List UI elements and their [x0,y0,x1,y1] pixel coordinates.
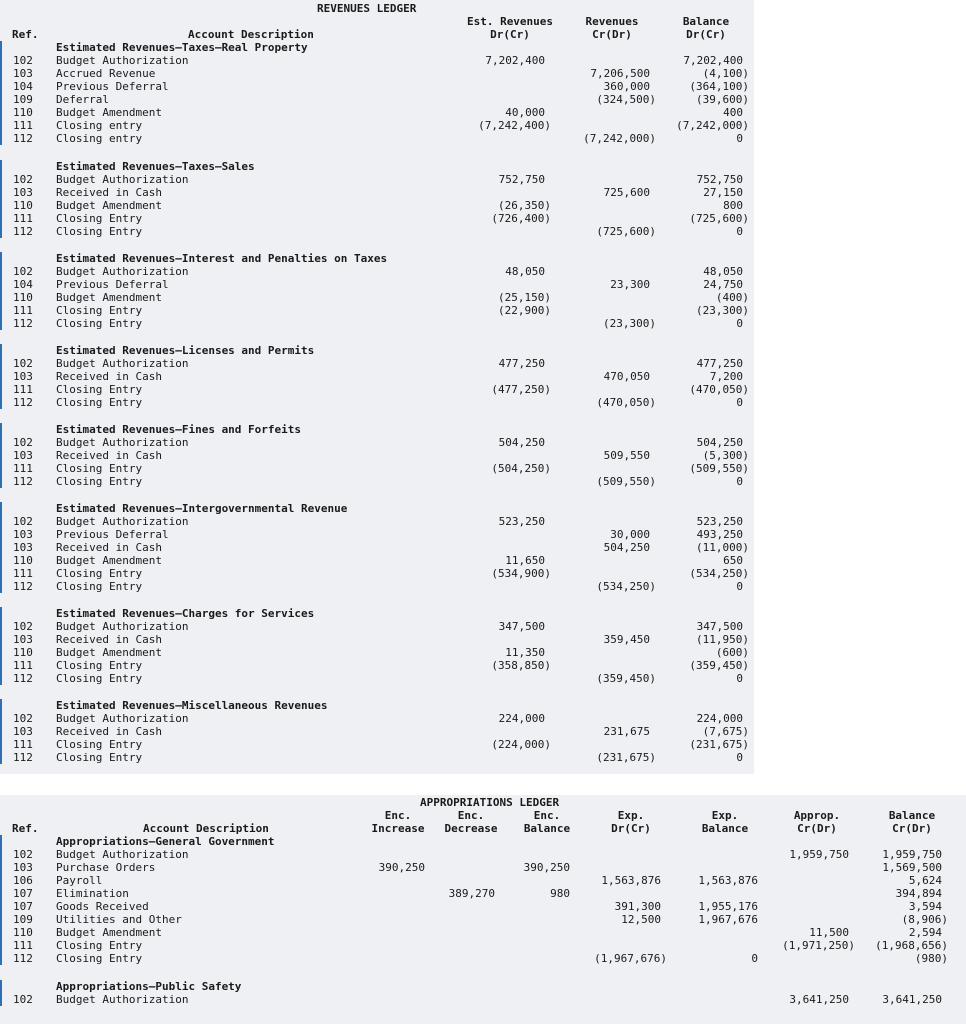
header-ref: Ref. [12,822,39,835]
row-balance: 0 [736,672,743,685]
row-ref: 103 [13,633,33,646]
row-est-revenues: 523,250 [498,515,545,528]
row-description: Received in Cash [56,449,162,462]
row-est-revenues: 7,202,400 [485,54,545,67]
row-bal: (8,906) [901,913,948,926]
row-revenues: (7,242,000) [583,132,656,145]
row-description: Received in Cash [56,186,162,199]
row-approp: 3,641,250 [789,993,849,1006]
row-revenues: (509,550) [596,475,656,488]
row-est-revenues: 224,000 [498,712,545,725]
row-description: Previous Deferral [56,278,169,291]
row-exp: 12,500 [621,913,661,926]
row-bal: (1,968,656) [875,939,948,952]
row-description: Accrued Revenue [56,67,156,80]
row-revenues: 359,450 [603,633,650,646]
row-balance: 27,150 [703,186,743,199]
row-description: Closing Entry [56,567,143,580]
row-balance: (4,100) [702,67,749,80]
row-description: Received in Cash [56,725,162,738]
row-est-revenues: (224,000) [491,738,551,751]
revenues-ledger-title: REVENUES LEDGER [317,2,417,15]
header-est-revenues: Est. Revenues [466,15,554,28]
row-balance: 347,500 [696,620,743,633]
row-description: Budget Authorization [56,620,189,633]
row-balance: (470,050) [689,383,749,396]
row-est-revenues: 752,750 [498,173,545,186]
row-description: Budget Amendment [56,199,162,212]
row-description: Closing Entry [56,396,143,409]
row-ref: 112 [13,225,33,238]
header-enc-increase: Enc. [384,809,412,822]
row-ref: 111 [13,738,33,751]
header-account-description: Account Description [188,28,314,41]
row-est-revenues: (477,250) [491,383,551,396]
row-ref: 104 [13,80,33,93]
row-revenues: 725,600 [603,186,650,199]
header-revenues: Revenues [585,15,639,28]
header-approp-sub: Cr(Dr) [797,822,837,835]
row-encbal: 980 [550,887,570,900]
row-est-revenues: 504,250 [498,436,545,449]
row-marker-bar [0,344,2,409]
row-ref: 112 [13,475,33,488]
row-balance: 7,200 [709,370,743,383]
row-est-revenues: (7,242,400) [478,119,551,132]
row-balance: 650 [723,554,743,567]
row-bal: 394,894 [895,887,942,900]
row-bal: 1,569,500 [882,861,942,874]
row-ref: 110 [13,646,33,659]
row-ref: 102 [13,712,33,725]
row-description: Closing Entry [56,580,143,593]
row-revenues: (534,250) [596,580,656,593]
row-balance: (509,550) [689,462,749,475]
row-description: Closing Entry [56,751,143,764]
row-est-revenues: 48,050 [505,265,545,278]
row-marker-bar [0,423,2,488]
row-balance: 0 [736,132,743,145]
row-exp: (1,967,676) [594,952,667,965]
row-ref: 107 [13,887,33,900]
row-revenues: (231,675) [596,751,656,764]
row-est-revenues: 11,350 [505,646,545,659]
section-title: Appropriations—Public Safety [56,980,242,993]
row-ref: 111 [13,304,33,317]
appropriations-ledger-title: APPROPRIATIONS LEDGER [420,796,560,809]
row-balance: 493,250 [696,528,743,541]
row-balance: 224,000 [696,712,743,725]
row-est-revenues: 11,650 [505,554,545,567]
row-expbal: 1,563,876 [698,874,758,887]
section-title: Estimated Revenues—Fines and Forfeits [56,423,302,436]
row-balance: 0 [736,317,743,330]
header-balance-sub: Cr(Dr) [892,822,932,835]
row-description: Previous Deferral [56,80,169,93]
row-ref: 103 [13,67,33,80]
row-revenues: (324,500) [596,93,656,106]
section-title: Estimated Revenues—Charges for Services [56,607,315,620]
row-revenues: 360,000 [603,80,650,93]
row-description: Budget Authorization [56,265,189,278]
row-description: Budget Amendment [56,291,162,304]
row-balance: (364,100) [689,80,749,93]
row-revenues: 509,550 [603,449,650,462]
appropriations-ledger [0,795,966,1024]
row-description: Budget Amendment [56,926,162,939]
header-enc-balance-sub: Balance [523,822,571,835]
row-ref: 110 [13,291,33,304]
row-revenues: 470,050 [603,370,650,383]
row-balance: (534,250) [689,567,749,580]
row-revenues: 231,675 [603,725,650,738]
row-encbal: 390,250 [523,861,570,874]
row-balance: 48,050 [703,265,743,278]
row-revenues: 504,250 [603,541,650,554]
row-balance: (11,950) [696,633,749,646]
row-ref: 109 [13,93,33,106]
row-ref: 110 [13,926,33,939]
row-description: Received in Cash [56,541,162,554]
row-description: Budget Authorization [56,54,189,67]
row-marker-bar [0,502,2,593]
row-ref: 110 [13,106,33,119]
row-ref: 103 [13,370,33,383]
row-bal: 2,594 [908,926,942,939]
row-est-revenues: 477,250 [498,357,545,370]
row-ref: 102 [13,515,33,528]
section-title: Estimated Revenues—Licenses and Permits [56,344,315,357]
row-description: Purchase Orders [56,861,156,874]
row-ref: 103 [13,541,33,554]
row-est-revenues: (25,150) [498,291,551,304]
row-ref: 104 [13,278,33,291]
row-dec: 389,270 [448,887,495,900]
header-enc-balance: Enc. [533,809,561,822]
row-revenues: (470,050) [596,396,656,409]
row-balance: 477,250 [696,357,743,370]
row-balance: (7,242,000) [676,119,749,132]
row-description: Closing Entry [56,738,143,751]
row-expbal: 0 [751,952,758,965]
row-bal: 3,641,250 [882,993,942,1006]
header-revenues-sub: Cr(Dr) [592,28,632,41]
row-description: Previous Deferral [56,528,169,541]
row-balance: (725,600) [689,212,749,225]
row-description: Closing Entry [56,939,143,952]
row-description: Closing Entry [56,475,143,488]
row-description: Budget Authorization [56,993,189,1006]
row-description: Payroll [56,874,103,887]
row-description: Closing Entry [56,672,143,685]
row-ref: 112 [13,580,33,593]
section-title: Estimated Revenues—Interest and Penalties on Taxes [56,252,388,265]
row-description: Closing entry [56,132,143,145]
row-balance: (11,000) [696,541,749,554]
header-exp-dr-cr: Exp. [617,809,645,822]
row-marker-bar [0,980,2,1006]
row-ref: 103 [13,449,33,462]
section-title: Estimated Revenues—Taxes—Real Property [56,41,308,54]
row-marker-bar [0,41,2,145]
row-ref: 107 [13,900,33,913]
header-ref: Ref. [12,28,39,41]
row-description: Budget Authorization [56,357,189,370]
row-description: Received in Cash [56,633,162,646]
row-approp: 11,500 [809,926,849,939]
row-bal: 5,624 [908,874,942,887]
row-description: Budget Amendment [56,554,162,567]
row-ref: 103 [13,861,33,874]
row-est-revenues: (534,900) [491,567,551,580]
row-balance: (7,675) [702,725,749,738]
row-balance: 800 [723,199,743,212]
row-inc: 390,250 [378,861,425,874]
header-exp-balance-sub: Balance [701,822,749,835]
row-description: Elimination [56,887,129,900]
row-revenues: (359,450) [596,672,656,685]
header-enc-decrease: Enc. [457,809,485,822]
row-balance: 0 [736,396,743,409]
row-ref: 111 [13,383,33,396]
row-description: Closing Entry [56,212,143,225]
row-ref: 112 [13,396,33,409]
row-est-revenues: (22,900) [498,304,551,317]
row-balance: 7,202,400 [683,54,743,67]
row-ref: 103 [13,528,33,541]
row-ref: 103 [13,186,33,199]
row-ref: 111 [13,659,33,672]
row-ref: 103 [13,725,33,738]
row-ref: 111 [13,567,33,580]
row-ref: 112 [13,751,33,764]
row-description: Closing Entry [56,317,143,330]
row-marker-bar [0,160,2,238]
row-ref: 106 [13,874,33,887]
row-description: Closing Entry [56,462,143,475]
row-est-revenues: (358,850) [491,659,551,672]
row-ref: 109 [13,913,33,926]
row-bal: 1,959,750 [882,848,942,861]
row-balance: (5,300) [702,449,749,462]
row-description: Closing Entry [56,225,143,238]
row-description: Budget Authorization [56,712,189,725]
section-title: Appropriations—General Government [56,835,275,848]
row-description: Received in Cash [56,370,162,383]
header-exp-balance: Exp. [711,809,739,822]
header-balance: Balance [888,809,936,822]
header-balance: Balance [682,15,730,28]
row-balance: 504,250 [696,436,743,449]
row-description: Closing entry [56,119,143,132]
row-ref: 111 [13,939,33,952]
row-description: Closing Entry [56,383,143,396]
row-revenues: (725,600) [596,225,656,238]
row-description: Budget Amendment [56,646,162,659]
header-enc-increase-sub: Increase [371,822,425,835]
row-marker-bar [0,607,2,685]
row-balance: (359,450) [689,659,749,672]
row-description: Goods Received [56,900,149,913]
row-expbal: 1,967,676 [698,913,758,926]
row-ref: 110 [13,554,33,567]
row-marker-bar [0,835,2,965]
row-description: Closing Entry [56,304,143,317]
row-balance: (600) [715,646,749,659]
row-marker-bar [0,252,2,330]
row-description: Utilities and Other [56,913,182,926]
row-description: Budget Authorization [56,173,189,186]
row-ref: 110 [13,199,33,212]
row-revenues: 30,000 [610,528,650,541]
row-ref: 111 [13,212,33,225]
row-est-revenues: 347,500 [498,620,545,633]
section-title: Estimated Revenues—Miscellaneous Revenues [56,699,328,712]
row-marker-bar [0,699,2,764]
row-ref: 112 [13,672,33,685]
row-ref: 102 [13,173,33,186]
section-title: Estimated Revenues—Intergovernmental Revenue [56,502,348,515]
row-balance: 752,750 [696,173,743,186]
row-balance: 0 [736,225,743,238]
row-balance: 400 [723,106,743,119]
row-description: Budget Authorization [56,436,189,449]
row-description: Closing Entry [56,659,143,672]
row-bal: 3,594 [908,900,942,913]
header-account-description: Account Description [143,822,269,835]
row-description: Deferral [56,93,109,106]
row-revenues: 7,206,500 [590,67,650,80]
row-ref: 111 [13,462,33,475]
row-description: Budget Authorization [56,848,189,861]
row-balance: (231,675) [689,738,749,751]
row-ref: 111 [13,119,33,132]
row-balance: (39,600) [696,93,749,106]
row-est-revenues: 40,000 [505,106,545,119]
row-exp: 391,300 [614,900,661,913]
row-ref: 102 [13,54,33,67]
row-ref: 112 [13,317,33,330]
header-est-revenues-sub: Dr(Cr) [490,28,530,41]
row-ref: 102 [13,620,33,633]
row-est-revenues: (726,400) [491,212,551,225]
row-est-revenues: (26,350) [498,199,551,212]
header-exp-dr-cr-sub: Dr(Cr) [611,822,651,835]
row-ref: 102 [13,357,33,370]
header-balance-sub: Dr(Cr) [686,28,726,41]
row-balance: 523,250 [696,515,743,528]
row-approp: 1,959,750 [789,848,849,861]
row-approp: (1,971,250) [782,939,855,952]
row-description: Budget Authorization [56,515,189,528]
row-revenues: 23,300 [610,278,650,291]
header-approp: Approp. [793,809,841,822]
row-description: Budget Amendment [56,106,162,119]
row-balance: 0 [736,580,743,593]
row-balance: 24,750 [703,278,743,291]
row-balance: 0 [736,475,743,488]
row-description: Closing Entry [56,952,143,965]
row-ref: 112 [13,952,33,965]
section-title: Estimated Revenues—Taxes—Sales [56,160,255,173]
row-balance: (400) [715,291,749,304]
row-ref: 112 [13,132,33,145]
row-est-revenues: (504,250) [491,462,551,475]
header-enc-decrease-sub: Decrease [444,822,498,835]
row-revenues: (23,300) [603,317,656,330]
row-ref: 102 [13,848,33,861]
row-balance: (23,300) [696,304,749,317]
row-expbal: 1,955,176 [698,900,758,913]
row-exp: 1,563,876 [601,874,661,887]
row-balance: 0 [736,751,743,764]
row-bal: (980) [914,952,948,965]
row-ref: 102 [13,265,33,278]
row-ref: 102 [13,993,33,1006]
row-ref: 102 [13,436,33,449]
